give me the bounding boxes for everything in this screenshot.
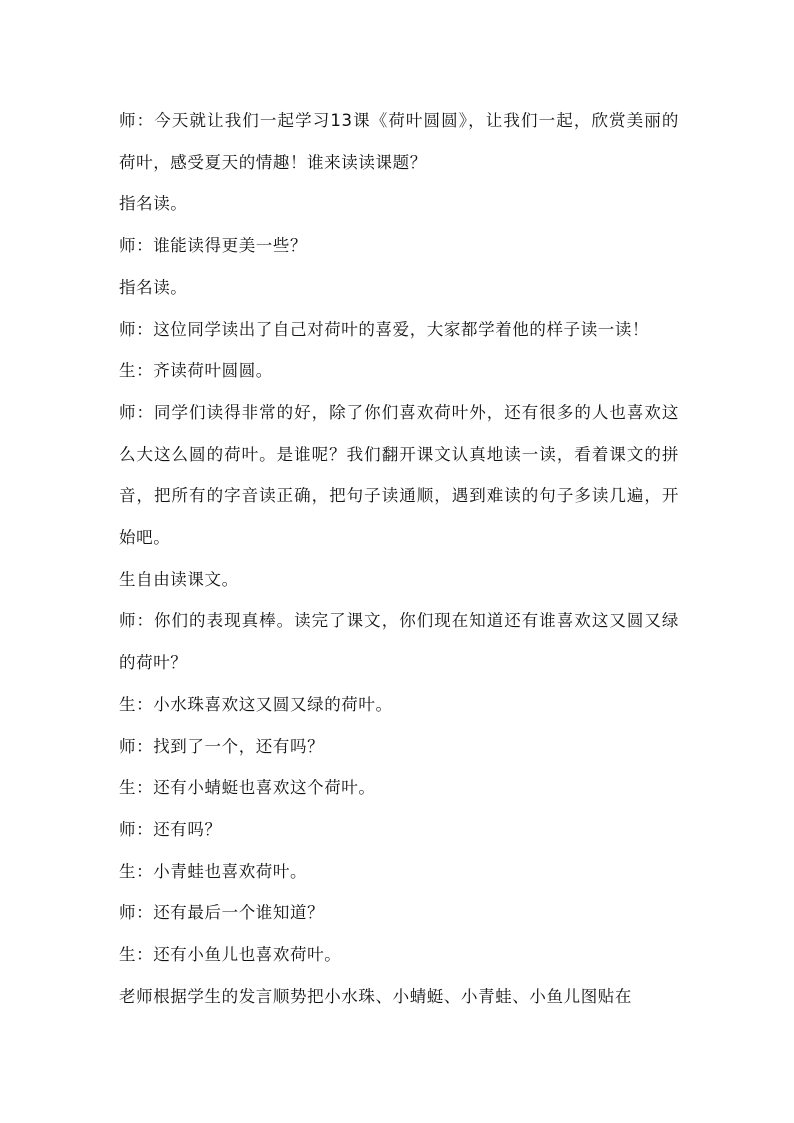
paragraph-student-dragonfly: 生：还有小蜻蜓也喜欢这个荷叶。	[119, 778, 376, 798]
paragraph-students-self-read: 生自由读课文。	[119, 569, 239, 589]
paragraph-teacher-intro: 师：今天就让我们一起学习13课《荷叶圆圆》，让我们一起，欣赏美丽的荷叶，感受夏天的情趣！谁来读读课题？	[119, 111, 679, 172]
paragraph-teacher-ask-who: 师：你们的表现真棒。读完了课文，你们现在知道还有谁喜欢这又圆又绿的荷叶？	[119, 611, 679, 673]
paragraph-teacher-any-more: 师：还有吗？	[119, 819, 222, 839]
document-body	[119, 100, 679, 1017]
paragraph-teacher-any-more: 师：找到了一个，还有吗？	[119, 736, 325, 756]
paragraph-student-water-drop: 生：小水珠喜欢这又圆又绿的荷叶。	[119, 694, 393, 714]
paragraph-students-chorus: 生：齐读荷叶圆圆。	[119, 361, 273, 381]
paragraph-student-frog: 生：小青蛙也喜欢荷叶。	[119, 861, 308, 881]
paragraph-teacher-instruction: 师：同学们读得非常的好，除了你们喜欢荷叶外，还有很多的人也喜欢这么大这么圆的荷叶。是谁呢？我们翻开课文认真地读一读，看着课文的拼音，把所有的字音读正确，把句子读通顺，遇到难读的句子多读几遍，开始吧。	[119, 402, 679, 548]
paragraph-student-reads: 指名读。	[119, 194, 188, 214]
paragraph-teacher-question: 师：谁能读得更美一些？	[119, 236, 308, 256]
paragraph-student-fish: 生：还有小鱼儿也喜欢荷叶。	[119, 945, 342, 965]
paragraph-teacher-last-one: 师：还有最后一个谁知道？	[119, 903, 325, 923]
paragraph-teacher-praise: 师：这位同学读出了自己对荷叶的喜爱，大家都学着他的样子读一读！	[119, 319, 650, 339]
paragraph-teacher-action: 老师根据学生的发言顺势把小水珠、小蜻蜓、小青蛙、小鱼儿图贴在	[119, 986, 632, 1006]
paragraph-student-reads: 指名读。	[119, 277, 188, 297]
